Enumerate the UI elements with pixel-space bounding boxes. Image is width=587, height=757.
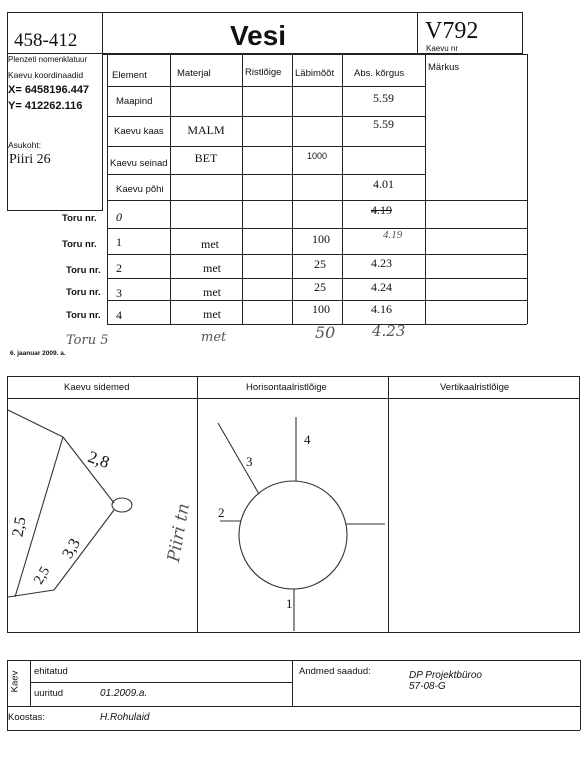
coord-x: X= 6458196.447: [8, 84, 90, 96]
pipe-label-2: Toru nr.: [66, 265, 101, 276]
pipe-height-3: 4.24: [371, 280, 392, 294]
pipe-label-0: Toru nr.: [62, 213, 97, 224]
col-header-element: Element: [112, 70, 147, 81]
sketch-label-35: 2,5: [31, 564, 54, 588]
col-header-height: Abs. kõrgus: [354, 68, 405, 79]
pipe-num-4: 4: [116, 308, 122, 322]
nomenclature-code: 458-412: [14, 30, 78, 51]
coords-label: Kaevu koordinaadid: [8, 70, 84, 80]
document-date: 6. jaanuar 2009. a.: [10, 350, 66, 357]
pipe-height-2: 4.23: [371, 256, 392, 270]
section-middle-title: Horisontaalristlõige: [246, 382, 327, 393]
sketch-label-33: 3,3: [59, 535, 84, 562]
coord-y: Y= 412262.116: [8, 100, 83, 112]
pencil-pipe-height: 4.23: [372, 322, 406, 340]
row-diameter-walls: 1000: [306, 151, 328, 161]
pipe-material-3: met: [203, 285, 221, 299]
pipe-num-2: 2: [116, 261, 122, 275]
pipe-num-3: 3: [116, 286, 122, 300]
pipe-material-1: met: [201, 237, 219, 251]
row-element-bottom: Kaevu põhi: [116, 183, 164, 195]
row-element-walls: Kaevu seinad: [110, 157, 168, 169]
pencil-pipe-diameter: 50: [315, 323, 336, 342]
row-element-ground: Maapind: [116, 95, 153, 107]
footer-kaev-label: Kaev: [9, 670, 21, 693]
pipe-label-4: Toru nr.: [66, 310, 101, 321]
pipe-label-3: Toru nr.: [66, 287, 101, 298]
pipe-height-0: 4.19: [371, 203, 392, 217]
pipe-num-0: 0: [116, 210, 122, 224]
row-element-lid: Kaevu kaas: [114, 125, 164, 137]
col-header-material: Materjal: [177, 68, 211, 79]
document-title: Vesi: [230, 20, 287, 51]
pipe-label-1: Toru nr.: [62, 239, 97, 250]
footer-surveyed-value: 01.2009.a.: [100, 688, 148, 699]
footer-surveyed-label: uuritud: [34, 688, 64, 699]
pipe-diameter-3: 25: [314, 280, 326, 294]
pipe-num-1: 1: [116, 235, 122, 249]
row-material-walls: BET: [194, 150, 218, 165]
pipe-marker-4: 4: [304, 432, 311, 447]
pipe-height-1: 4.19: [383, 229, 403, 241]
row-material-lid: MALM: [187, 122, 225, 137]
location-value: Piiri 26: [9, 152, 51, 167]
location-label: Asukoht:: [8, 140, 42, 150]
section-left-title: Kaevu sidemed: [64, 382, 130, 393]
col-header-notes: Märkus: [428, 62, 460, 73]
row-height-ground: 5.59: [373, 90, 394, 105]
well-number: V792: [425, 18, 479, 44]
col-header-diameter: Läbimõõt: [295, 68, 335, 79]
footer-author-value: H.Rohulaid: [100, 712, 150, 723]
pencil-pipe-label: Toru 5: [66, 333, 109, 348]
col-header-section: Ristlõige: [245, 67, 282, 78]
street-name-sketch: Piiri tn: [164, 501, 194, 564]
pipe-diameter-2: 25: [314, 257, 326, 271]
pipe-height-4: 4.16: [371, 302, 392, 316]
pipe-diameter-1: 100: [312, 232, 330, 246]
sketch-label-25: 2,5: [9, 515, 30, 539]
footer-built-label: ehitatud: [34, 666, 68, 677]
pipe-material-2: met: [203, 261, 221, 275]
pipe-material-4: met: [203, 307, 221, 321]
pipe-marker-1: 1: [286, 596, 293, 611]
row-height-lid: 5.59: [373, 116, 394, 131]
section-right-title: Vertikaalristlõige: [440, 382, 510, 393]
well-number-label: Kaevu nr: [426, 44, 459, 53]
pencil-pipe-material: met: [201, 330, 227, 345]
footer-data-source-label: Andmed saadud:: [299, 666, 371, 677]
nomenclature-label: Plenzeti nomenklatuur: [8, 55, 88, 64]
pipe-marker-2: 2: [218, 505, 225, 520]
sketch-label-28: 2,8: [85, 446, 113, 473]
footer-author-label: Koostas:: [8, 712, 45, 723]
footer-data-source-value-1: DP Projektbüroo: [409, 670, 482, 681]
row-height-bottom: 4.01: [373, 176, 394, 191]
footer-data-source-value-2: 57-08-G: [409, 681, 446, 692]
pipe-marker-3: 3: [246, 454, 253, 469]
pipe-diameter-4: 100: [312, 302, 330, 316]
